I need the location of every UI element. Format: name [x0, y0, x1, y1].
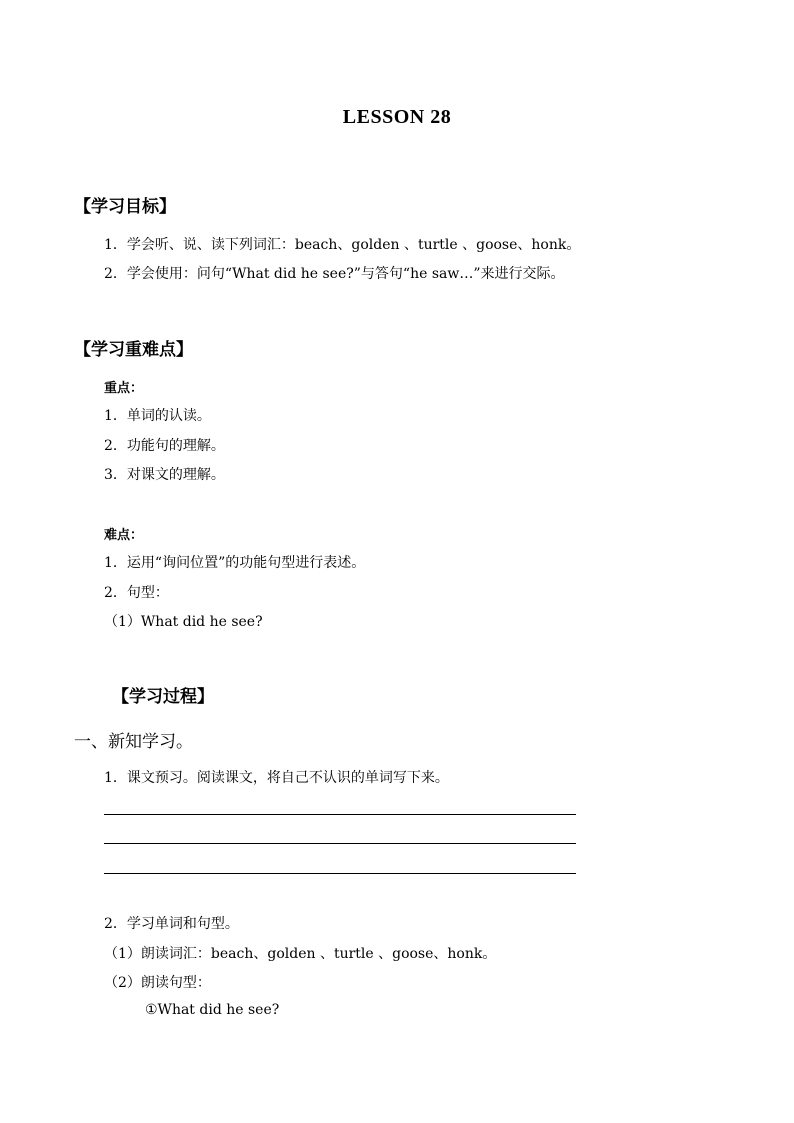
answer-blank-line[interactable] — [104, 843, 576, 844]
key-point-item: 3．对课文的理解。 — [104, 467, 225, 483]
step-two-item: （2）朗读句型： — [104, 975, 211, 991]
hard-points-label: 难点： — [104, 528, 144, 543]
part-one-title: 一、新知学习。 — [74, 732, 193, 752]
lesson-title: LESSON 28 — [342, 106, 452, 128]
answer-blank-line[interactable] — [104, 814, 576, 815]
step-one: 1．课文预习。阅读课文，将自己不认识的单词写下来。 — [104, 770, 449, 786]
answer-blank-line[interactable] — [104, 873, 576, 874]
hard-point-item: 1．运用“询问位置”的功能句型进行表述。 — [104, 555, 366, 571]
goal-item: 1．学会听、说、读下列词汇：beach、golden 、turtle 、goose、honk。 — [104, 237, 581, 253]
hard-point-item: 2．句型： — [104, 585, 169, 601]
goal-item: 2．学会使用：问句“What did he see?”与答句“he saw…”来进行交际。 — [104, 266, 565, 282]
key-points-label: 重点： — [104, 381, 144, 396]
process-heading: 【学习过程】 — [112, 687, 214, 707]
difficulties-heading: 【学习重难点】 — [74, 340, 193, 360]
step-two-item: （1）朗读词汇：beach、golden 、turtle 、goose、honk。 — [104, 946, 497, 962]
hard-point-item: （1）What did he see? — [104, 614, 263, 630]
step-two: 2．学习单词和句型。 — [104, 916, 239, 932]
key-point-item: 1．单词的认读。 — [104, 408, 211, 424]
goals-heading: 【学习目标】 — [74, 197, 176, 217]
step-two-item: ①What did he see? — [145, 1002, 280, 1018]
key-point-item: 2．功能句的理解。 — [104, 438, 225, 454]
